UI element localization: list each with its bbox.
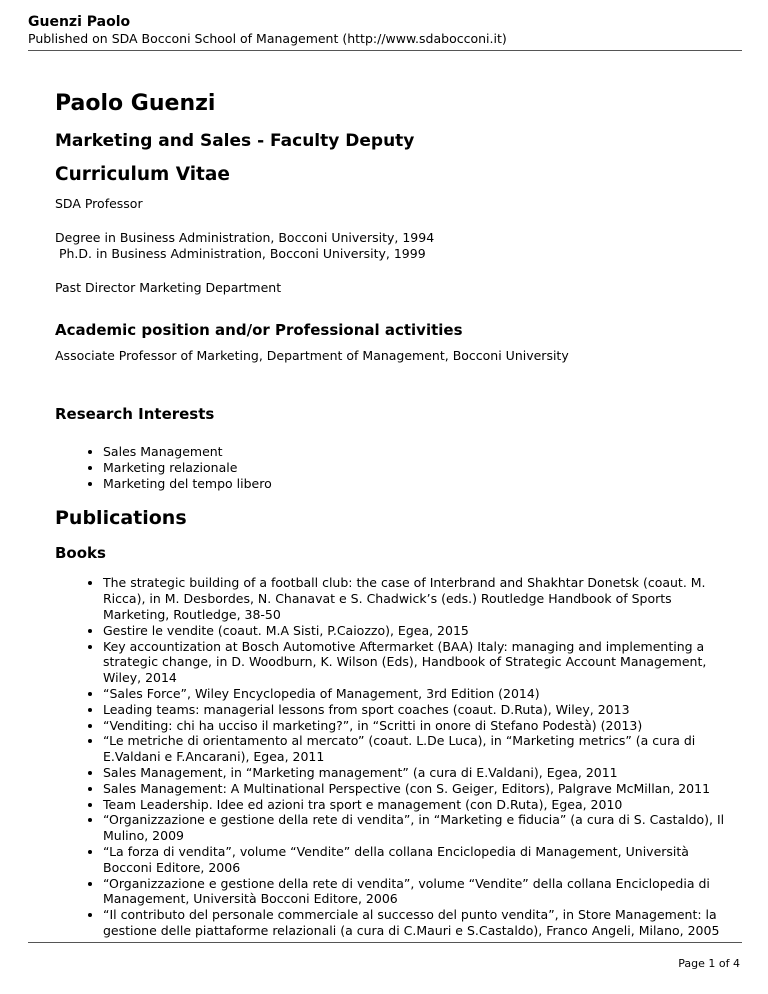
page-header: [28, 14, 742, 47]
list-item: • “Organizzazione e gestione della rete di vendita”, volume “Vendite” della collana Enciclopedia di Management, Università Bocconi Editore, 2006: [103, 876, 735, 908]
list-item: • Sales Management: A Multinational Perspective (con S. Geiger, Editors), Palgrave McMillan, 2011: [103, 781, 735, 797]
list-item: • Key accountization at Bosch Automotive Aftermarket (BAA) Italy: managing and implementing a strategic change, in D. Woodburn, K. Wilson (Eds), Handbook of Strategic Account Management, Wiley, 2014: [103, 639, 735, 686]
list-item: • Marketing del tempo libero: [103, 476, 735, 492]
list-item: • “Sales Force”, Wiley Encyclopedia of Management, 3rd Edition (2014): [103, 686, 735, 702]
cv-degree-2: Ph.D. in Business Administration, Bocconi University, 1999: [55, 246, 426, 261]
list-item: • Team Leadership. Idee ed azioni tra sport e management (con D.Ruta), Egea, 2010: [103, 797, 735, 813]
academic-text: Associate Professor of Marketing, Department of Management, Bocconi University: [55, 348, 569, 363]
cv-heading: Curriculum Vitae: [55, 164, 230, 185]
list-item: • “La forza di vendita”, volume “Vendite” della collana Enciclopedia di Management, Università Bocconi Editore, 2006: [103, 844, 735, 876]
footer-divider: [28, 942, 742, 943]
research-list: [55, 444, 735, 491]
list-item: • “Le metriche di orientamento al mercato” (coaut. L.De Luca), in “Marketing metrics” (a cura di E.Valdani e F.Ancarani), Egea, 2011: [103, 733, 735, 765]
page-subtitle: Marketing and Sales - Faculty Deputy: [55, 131, 415, 151]
books-heading: Books: [55, 544, 106, 563]
research-heading: Research Interests: [55, 405, 215, 423]
header-published-line: Published on SDA Bocconi School of Management (http://www.sdabocconi.it): [28, 31, 507, 46]
list-item: • The strategic building of a football club: the case of Interbrand and Shakhtar Donetsk (coaut. M. Ricca), in M. Desbordes, N. Chanavat e S. Chadwick’s (eds.) Routledge Handbook of Sports Marketing, Routledge, 38-50: [103, 575, 735, 622]
main-content: [55, 90, 735, 939]
header-author-name: Guenzi Paolo: [28, 14, 131, 30]
list-item: • Marketing relazionale: [103, 460, 735, 476]
page-title: Paolo Guenzi: [55, 91, 216, 116]
cv-degree-1: Degree in Business Administration, Bocconi University, 1994: [55, 230, 435, 245]
academic-heading: Academic position and/or Professional activities: [55, 321, 463, 339]
page-number: Page 1 of 4: [678, 957, 740, 970]
publications-heading: Publications: [55, 507, 187, 530]
list-item: • “Il contributo del personale commerciale al successo del punto vendita”, in Store Management: la gestione delle piattaforme relazionali (a cura di C.Mauri e S.Castaldo), Franco Angeli, Milano, 2005: [103, 907, 735, 939]
list-item: • “Organizzazione e gestione della rete di vendita”, in “Marketing e fiducia” (a cura di S. Castaldo), Il Mulino, 2009: [103, 812, 735, 844]
list-item: • Sales Management, in “Marketing management” (a cura di E.Valdani), Egea, 2011: [103, 765, 735, 781]
books-list: [55, 575, 735, 938]
list-item: • “Venditing: chi ha ucciso il marketing?”, in “Scritti in onore di Stefano Podestà) (2013): [103, 718, 735, 734]
cv-role: SDA Professor: [55, 196, 143, 211]
cv-past-role: Past Director Marketing Department: [55, 280, 282, 295]
list-item: • Sales Management: [103, 444, 735, 460]
list-item: • Gestire le vendite (coaut. M.A Sisti, P.Caiozzo), Egea, 2015: [103, 623, 735, 639]
list-item: • Leading teams: managerial lessons from sport coaches (coaut. D.Ruta), Wiley, 2013: [103, 702, 735, 718]
header-divider: [28, 50, 742, 51]
